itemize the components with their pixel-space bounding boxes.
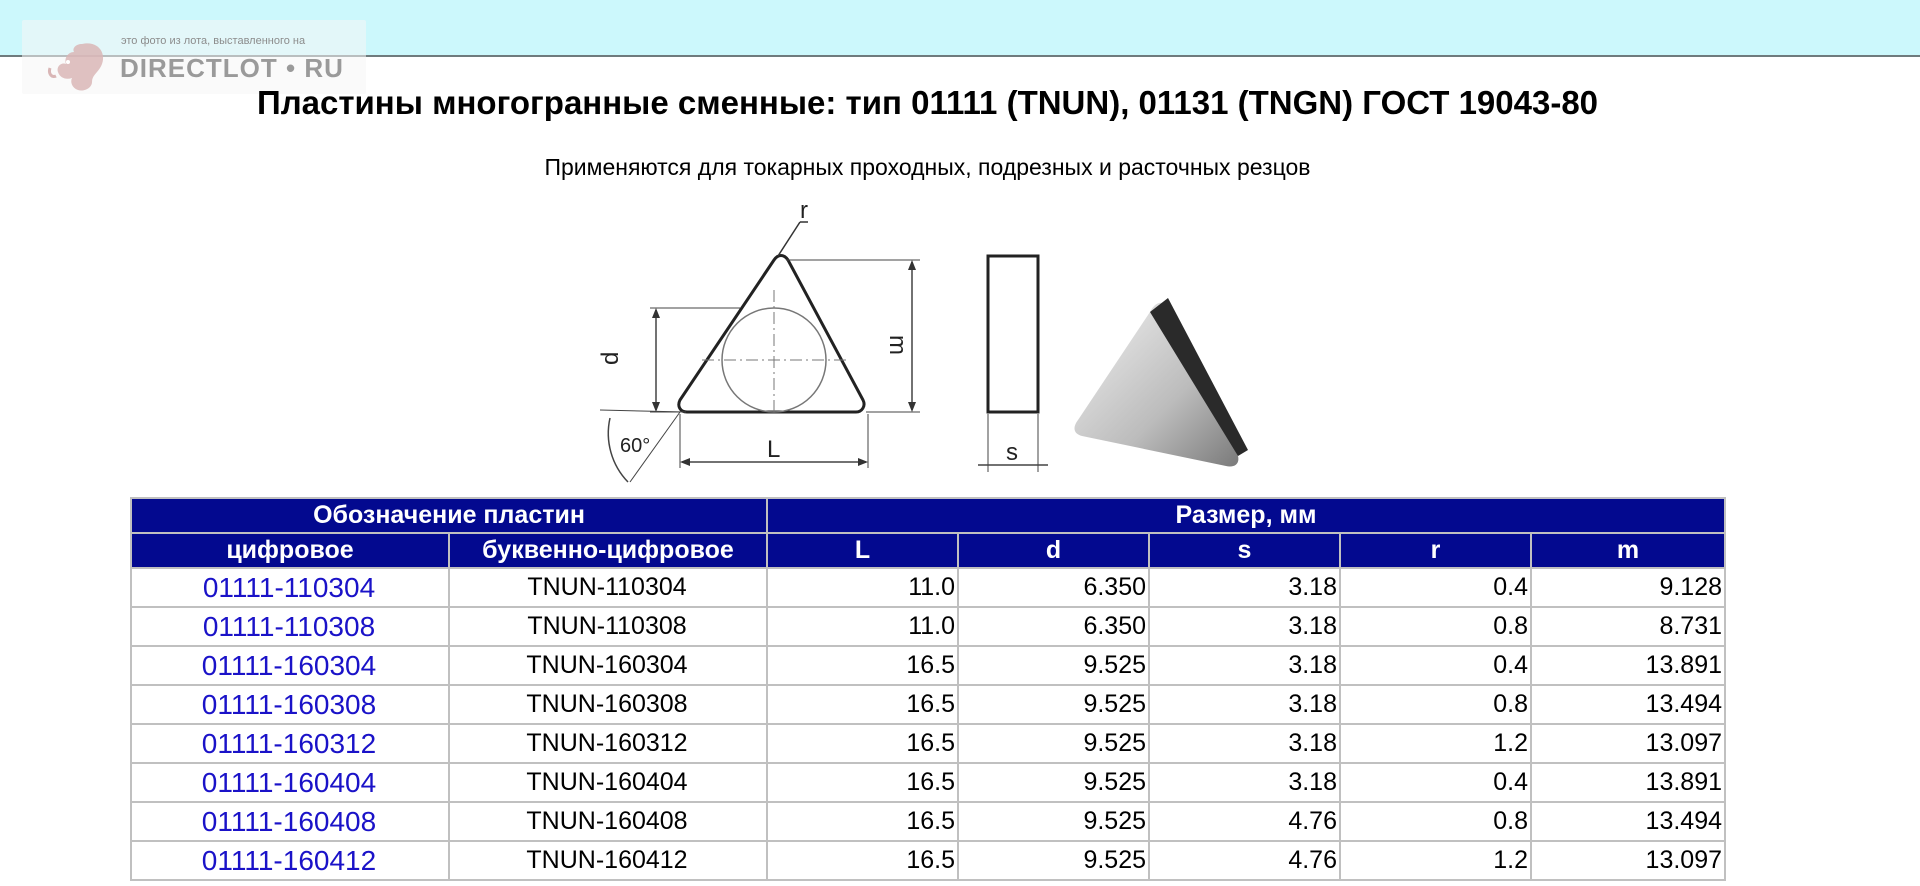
cell-r: 0.4 — [1340, 568, 1531, 607]
cell-d: 9.525 — [958, 724, 1149, 763]
cell-s: 3.18 — [1149, 763, 1340, 802]
triangle-outline — [679, 256, 864, 413]
page-subtitle: Применяются для токарных проходных, подрезных и расточных резцов — [544, 154, 1311, 180]
header-designation: Обозначение пластин — [131, 498, 767, 533]
cell-r: 0.8 — [1340, 802, 1531, 841]
cell-s: 3.18 — [1149, 607, 1340, 646]
column-header: s — [1149, 533, 1340, 568]
cell-m: 13.097 — [1531, 841, 1725, 880]
alphanumeric-code: TNUN-160408 — [449, 802, 767, 841]
table-row — [131, 685, 1725, 724]
cell-m: 13.494 — [1531, 802, 1725, 841]
label-m: m — [884, 335, 911, 355]
cell-d: 6.350 — [958, 568, 1149, 607]
cell-L: 11.0 — [767, 607, 958, 646]
cell-r: 0.8 — [1340, 685, 1531, 724]
column-header: m — [1531, 533, 1725, 568]
page-title: Пластины многогранные сменные: тип 01111 (TNUN), 01131 (TNGN) ГОСТ 19043-80 — [256, 84, 1599, 121]
cell-d: 9.525 — [958, 646, 1149, 685]
digital-code-link[interactable]: 01111-110304 — [131, 568, 449, 607]
cell-r: 1.2 — [1340, 841, 1531, 880]
cell-r: 0.4 — [1340, 646, 1531, 685]
table-row — [131, 802, 1725, 841]
table-row — [131, 646, 1725, 685]
insert-3d-face — [1075, 303, 1239, 467]
table-row — [131, 763, 1725, 802]
column-header: цифровое — [131, 533, 449, 568]
column-header: буквенно-цифровое — [449, 533, 767, 568]
digital-code-link[interactable]: 01111-160308 — [131, 685, 449, 724]
alphanumeric-code: TNUN-110304 — [449, 568, 767, 607]
digital-code-link[interactable]: 01111-110308 — [131, 607, 449, 646]
cell-d: 6.350 — [958, 607, 1149, 646]
cell-s: 3.18 — [1149, 685, 1340, 724]
watermark-caption: это фото из лота, выставленного на — [121, 35, 306, 47]
cell-d: 9.525 — [958, 841, 1149, 880]
cell-L: 16.5 — [767, 646, 958, 685]
digital-code-link[interactable]: 01111-160312 — [131, 724, 449, 763]
table-row — [131, 568, 1725, 607]
column-header: L — [767, 533, 958, 568]
digital-code-link[interactable]: 01111-160304 — [131, 646, 449, 685]
alphanumeric-code: TNUN-160412 — [449, 841, 767, 880]
label-d: d — [597, 351, 624, 365]
table-row — [131, 724, 1725, 763]
insert-table — [130, 497, 1726, 881]
cell-L: 16.5 — [767, 724, 958, 763]
alphanumeric-code: TNUN-110308 — [449, 607, 767, 646]
cell-s: 3.18 — [1149, 568, 1340, 607]
label-angle: 60° — [620, 435, 651, 457]
table-body — [131, 568, 1725, 880]
label-L: L — [767, 436, 781, 463]
cell-d: 9.525 — [958, 685, 1149, 724]
column-header-row — [131, 533, 1725, 568]
alphanumeric-code: TNUN-160308 — [449, 685, 767, 724]
cell-m: 13.097 — [1531, 724, 1725, 763]
cell-L: 16.5 — [767, 802, 958, 841]
cell-L: 16.5 — [767, 841, 958, 880]
cell-d: 9.525 — [958, 802, 1149, 841]
cell-m: 13.891 — [1531, 763, 1725, 802]
cell-s: 4.76 — [1149, 841, 1340, 880]
watermark-brand: DIRECTLOT • RU — [120, 53, 344, 83]
header-size: Размер, мм — [767, 498, 1725, 533]
alphanumeric-code: TNUN-160312 — [449, 724, 767, 763]
digital-code-link[interactable]: 01111-160408 — [131, 802, 449, 841]
cell-L: 16.5 — [767, 685, 958, 724]
side-view-rect — [988, 256, 1038, 412]
cell-m: 13.891 — [1531, 646, 1725, 685]
table-row — [131, 841, 1725, 880]
column-header: r — [1340, 533, 1531, 568]
cell-s: 3.18 — [1149, 724, 1340, 763]
cell-m: 13.494 — [1531, 685, 1725, 724]
insert-table-wrapper — [130, 497, 1726, 881]
label-r: r — [800, 200, 808, 224]
cell-r: 0.4 — [1340, 763, 1531, 802]
cell-s: 3.18 — [1149, 646, 1340, 685]
alphanumeric-code: TNUN-160304 — [449, 646, 767, 685]
cell-m: 8.731 — [1531, 607, 1725, 646]
cell-m: 9.128 — [1531, 568, 1725, 607]
digital-code-link[interactable]: 01111-160404 — [131, 763, 449, 802]
cell-d: 9.525 — [958, 763, 1149, 802]
cell-s: 4.76 — [1149, 802, 1340, 841]
group-header-row — [131, 498, 1725, 533]
cell-r: 1.2 — [1340, 724, 1531, 763]
digital-code-link[interactable]: 01111-160412 — [131, 841, 449, 880]
cell-L: 16.5 — [767, 763, 958, 802]
alphanumeric-code: TNUN-160404 — [449, 763, 767, 802]
cell-r: 0.8 — [1340, 607, 1531, 646]
label-s: s — [1006, 439, 1018, 466]
watermark — [22, 20, 366, 94]
cell-L: 11.0 — [767, 568, 958, 607]
column-header: d — [958, 533, 1149, 568]
insert-drawing — [590, 200, 1260, 490]
table-row — [131, 607, 1725, 646]
